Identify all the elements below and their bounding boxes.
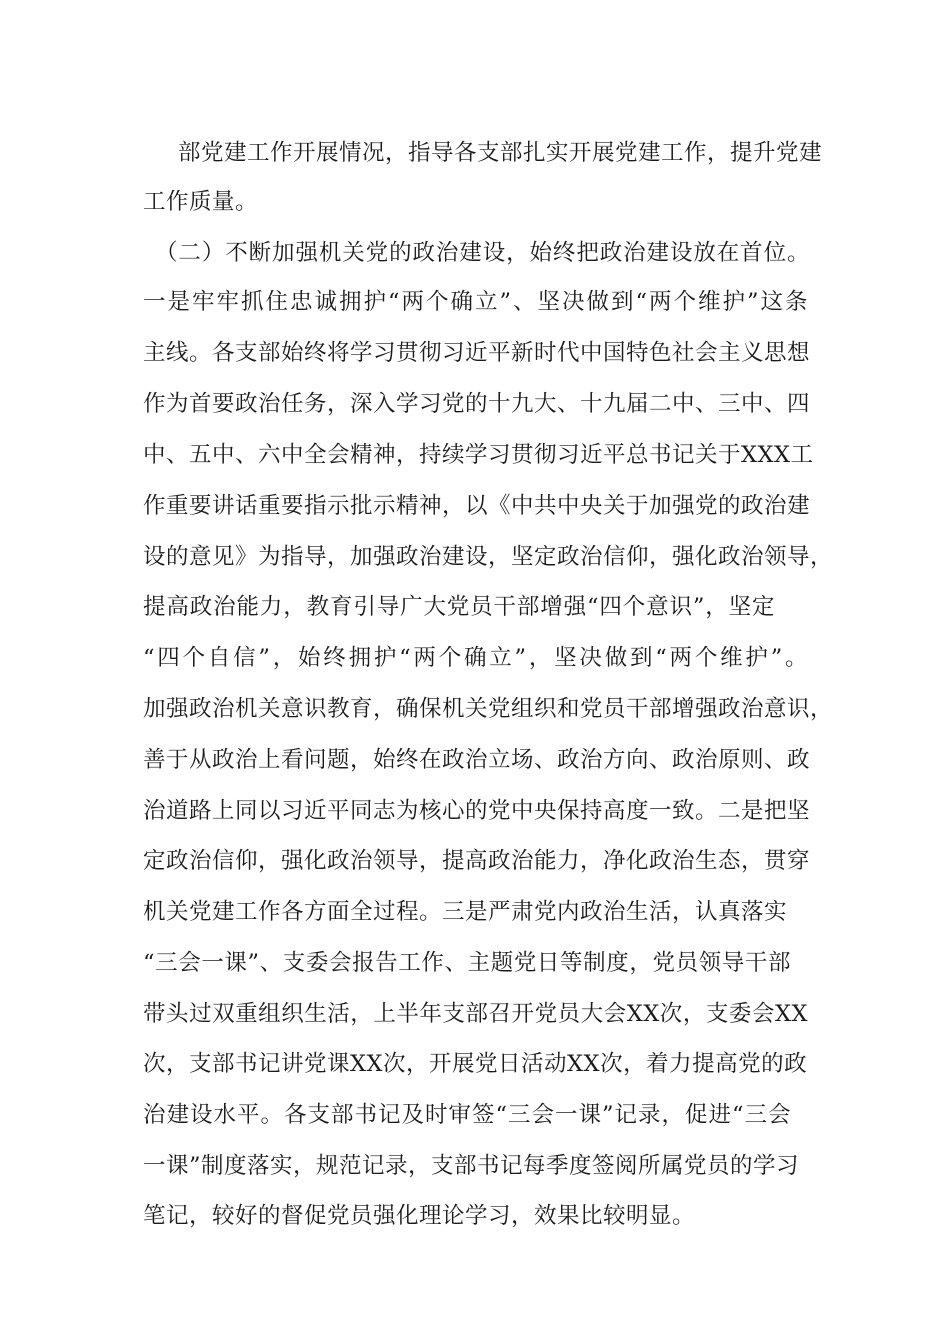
paragraph-line: 提高政治能力，教育引导广大党员干部增强“四个意识”，坚定 [143,594,775,620]
paragraph-line: 加强政治机关意识教育，确保机关党组织和党员干部增强政治意识， [143,696,834,722]
paragraph-line: 工作质量。 [143,189,259,215]
paragraph-line: 治建设水平。各支部书记及时审签“三会一课”记录，促进“三会 [143,1102,791,1128]
paragraph-line: 一课”制度落实，规范记录，支部书记每季度签阅所属党员的学习 [143,1153,800,1179]
paragraph-line: 作重要讲话重要指示批示精神，以《中共中央关于加强党的政治建 [143,493,811,519]
paragraph-line: 带头过双重组织生活，上半年支部召开党员大会XX次，支委会XX [143,1001,808,1027]
paragraph-line: “四个自信”，始终拥护“两个确立”，坚决做到“两个维护”。 [143,645,808,671]
paragraph-line: 作为首要政治任务，深入学习党的十九大、十九届二中、三中、四 [143,391,811,417]
paragraph-line: 治道路上同以习近平同志为核心的党中央保持高度一致。二是把坚 [143,798,811,824]
paragraph-line: 中、五中、六中全会精神，持续学习贯彻习近平总书记关于XXX工 [143,442,814,468]
paragraph-line: 一是牢牢抓住忠诚拥护“两个确立”、坚决做到“两个维护”这条 [143,289,808,315]
paragraph-line: 部党建工作开展情况，指导各支部扎实开展党建工作，提升党建 [178,140,823,166]
paragraph-line: 定政治信仰，强化政治领导，提高政治能力，净化政治生态，贯穿 [143,848,811,874]
paragraph-line: 机关党建工作各方面全过程。三是严肃党内政治生活，认真落实 [143,899,788,925]
paragraph-line: 笔记，较好的督促党员强化理论学习，效果比较明显。 [143,1203,696,1229]
paragraph-line: 主线。各支部始终将学习贯彻习近平新时代中国特色社会主义思想 [143,340,811,366]
section-heading-line: （二）不断加强机关党的政治建设，始终把政治建设放在首位。 [155,240,810,266]
paragraph-line: “三会一课”、支委会报告工作、主题党日等制度，党员领导干部 [143,950,791,976]
paragraph-line: 次，支部书记讲党课XX次，开展党日活动XX次，着力提高党的政 [143,1051,808,1077]
paragraph-line: 善于从政治上看问题，始终在政治立场、政治方向、政治原则、政 [143,747,811,773]
paragraph-line: 设的意见》为指导，加强政治建设，坚定政治信仰，强化政治领导， [143,544,834,570]
